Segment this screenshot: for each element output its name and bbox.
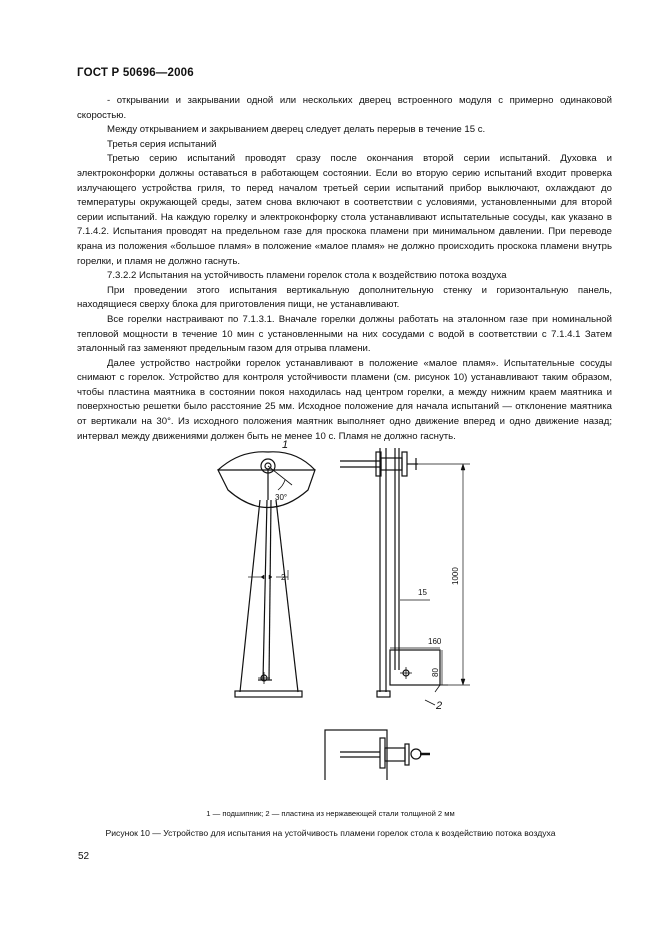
pendulum-plan-view — [325, 730, 430, 780]
angle-label: 30° — [275, 493, 288, 502]
paragraph: Далее устройство настройки горелок устанавливают в положение «малое пламя». Испытательные сосуды снимают с горелок. Устройство для контроля устойчивости пламени (см. рисунок 10) устанавливают таким образом, чтобы пластина маятника в состоянии покоя находилась над центром горелки, а между нижним краем маятника и поверхностью решетки было расстояние 25 мм. Исходное положение для начала испытаний — отклонение маятника от вертикали на 30°. Из исходного положения маятник выполняет одно движение вперед и одно движение назад; интервал между движениями должен быть не менее 10 с. Пламя не должно гаснуть. — [77, 357, 612, 442]
paragraph: Третью серию испытаний проводят сразу после окончания второй серии испытаний. Духовка и электроконфорки должны оставаться в работающем состоянии. Если во вторую серию испытаний входит проверка излучающего устройства гриля, то перед началом третьей серии испытаний прибор выключают, охлаждают до температуры окружающей среды, затем снова включают в соответствии с условиями, установленными для второй серии испытаний. На каждую горелку и электроконфорку стола устанавливают испытательные сосуды, как указано в 7.1.4.2. Испытания проводят на предельном газе для проскока пламени при минимальном давлении. При переводе крана из положения «большое пламя» в положение «малое пламя» не должно происходить проскока пламени внутрь горелки, и пламя не должно гаснуть. — [77, 153, 612, 267]
document-header: ГОСТ Р 50696—2006 — [77, 67, 194, 79]
dimension-15: 15 — [418, 588, 427, 597]
paragraph: При проведении этого испытания вертикальную дополнительную стенку и горизонтальную панель, находящиеся сверху блока для приготовления пищи, не устанавливают. — [77, 284, 612, 311]
figure-10-drawing — [180, 430, 510, 780]
callout-2: 2 — [436, 700, 443, 712]
figure-legend: 1 — подшипник; 2 — пластина из нержавеющей стали толщиной 2 мм — [206, 809, 455, 818]
dimension-1000: 1000 — [451, 567, 460, 585]
dimension-160: 160 — [428, 637, 442, 646]
paragraph: Между открыванием и закрыванием дверец следует делать перерыв в течение 15 с. — [107, 124, 486, 136]
dimension-plate-thickness: 2 — [281, 573, 286, 582]
paragraph: - открывании и закрывании одной или нескольких дверец встроенного модуля с примерно одинаковой скоростью. — [77, 95, 612, 121]
callout-1: 1 — [282, 439, 289, 451]
pendulum-front-view — [218, 452, 315, 697]
body-text — [77, 94, 612, 444]
page-number: 52 — [78, 851, 90, 862]
paragraph: Все горелки настраивают по 7.1.3.1. Вначале горелки должны работать на эталонном газе при номинальной тепловой мощности в течение 10 мин с установленными на них сосудами с водой в соответствии с 7.1.4.1 Затем эталонный газ заменяют предельным газом для отрыва пламени. — [77, 313, 612, 355]
section-heading: 7.3.2.2 Испытания на устойчивость пламени горелок стола к воздействию потока воздуха — [107, 270, 507, 282]
dimension-80: 80 — [431, 668, 440, 677]
section-heading: Третья серия испытаний — [107, 138, 217, 150]
figure-caption: Рисунок 10 — Устройство для испытания на устойчивость пламени горелок стола к воздействию потока воздуха — [105, 828, 556, 838]
